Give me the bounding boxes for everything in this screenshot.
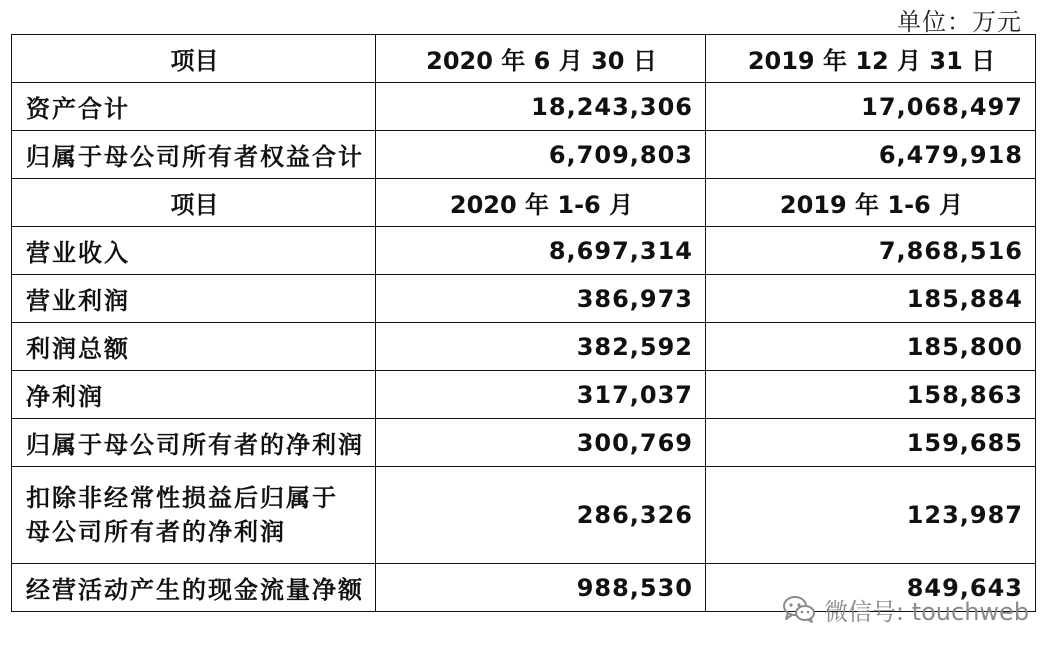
table-row — [12, 323, 1036, 371]
row-label: 利润总额 — [12, 323, 376, 371]
value-2019: 158,863 — [706, 371, 1036, 419]
header-cell-2019-h1: 2019 年 1-6 月 — [706, 179, 1036, 227]
row-label: 营业利润 — [12, 275, 376, 323]
value-2020: 317,037 — [376, 371, 706, 419]
table-header-row — [12, 35, 1036, 83]
row-label: 资产合计 — [12, 83, 376, 131]
value-2019: 159,685 — [706, 419, 1036, 467]
table-row — [12, 131, 1036, 179]
row-label: 归属于母公司所有者权益合计 — [12, 131, 376, 179]
header-cell-2020-06-30: 2020 年 6 月 30 日 — [376, 35, 706, 83]
value-2020: 386,973 — [376, 275, 706, 323]
row-label: 营业收入 — [12, 227, 376, 275]
value-2020: 8,697,314 — [376, 227, 706, 275]
header-cell-item: 项目 — [12, 35, 376, 83]
value-2019: 6,479,918 — [706, 131, 1036, 179]
unit-label: 单位：万元 — [897, 8, 1022, 36]
row-label: 净利润 — [12, 371, 376, 419]
financial-summary-table — [11, 34, 1036, 612]
header-cell-item: 项目 — [12, 179, 376, 227]
row-label: 经营活动产生的现金流量净额 — [12, 564, 376, 612]
table-row — [12, 227, 1036, 275]
table-row — [12, 83, 1036, 131]
value-2019: 17,068,497 — [706, 83, 1036, 131]
value-2020: 18,243,306 — [376, 83, 706, 131]
row-label: 归属于母公司所有者的净利润 — [12, 419, 376, 467]
value-2019: 849,643 — [706, 564, 1036, 612]
row-label: 扣除非经常性损益后归属于母公司所有者的净利润 — [12, 467, 376, 564]
value-2019: 185,800 — [706, 323, 1036, 371]
value-2020: 300,769 — [376, 419, 706, 467]
value-2020: 6,709,803 — [376, 131, 706, 179]
table-header-row — [12, 179, 1036, 227]
wechat-icon — [782, 594, 816, 624]
value-2019: 123,987 — [706, 467, 1036, 564]
header-cell-2020-h1: 2020 年 1-6 月 — [376, 179, 706, 227]
value-2019: 7,868,516 — [706, 227, 1036, 275]
table-row — [12, 275, 1036, 323]
value-2019: 185,884 — [706, 275, 1036, 323]
header-cell-2019-12-31: 2019 年 12 月 31 日 — [706, 35, 1036, 83]
value-2020: 286,326 — [376, 467, 706, 564]
value-2020: 382,592 — [376, 323, 706, 371]
table-row — [12, 371, 1036, 419]
wechat-watermark — [782, 592, 1029, 626]
value-2020: 988,530 — [376, 564, 706, 612]
table-row — [12, 467, 1036, 564]
table-row — [12, 419, 1036, 467]
watermark-text: 微信号: touchweb — [824, 597, 1030, 626]
